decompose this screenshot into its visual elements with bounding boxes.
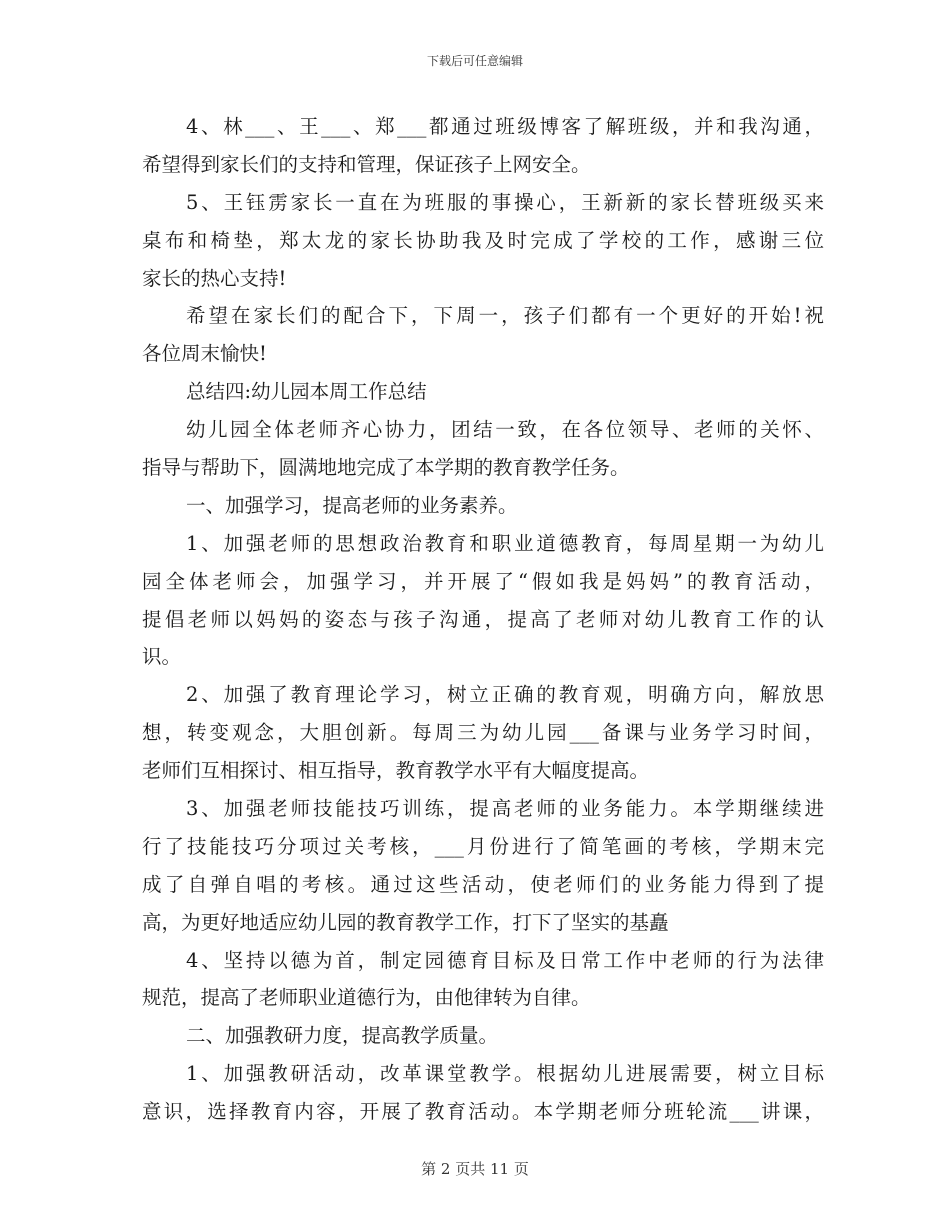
text-line: 希望得到家长们的支持和管理，保证孩子上网安全。 — [142, 152, 591, 176]
text-line: 园全体老师会，加强学习，并开展了“假如我是妈妈”的教育活动， — [142, 569, 824, 593]
text-line: 提倡老师以妈妈的姿态与孩子沟通，提高了老师对幼儿教育工作的认 — [142, 607, 824, 631]
text-line: 成了自弹自唱的考核。通过这些活动，使老师们的业务能力得到了提 — [142, 872, 824, 896]
text-line: 二、加强教研力度，提高教学质量。 — [186, 1024, 499, 1048]
document-body — [142, 108, 824, 1131]
text-line: 桌布和椅垫，郑太龙的家长协助我及时完成了学校的工作，感谢三位 — [142, 228, 824, 252]
text-line: 老师们互相探讨、相互指导，教育教学水平有大幅度提高。 — [142, 759, 650, 783]
page-footer: 第 2 页共 11 页 — [421, 1160, 529, 1178]
text-line: 2、加强了教育理论学习，树立正确的教育观，明确方向，解放思 — [186, 683, 824, 707]
page-header: 下载后可任意编辑 — [426, 54, 523, 68]
text-line: 4、林___、王___、郑___都通过班级博客了解班级，并和我沟通， — [186, 115, 824, 138]
text-line: 规范，提高了老师职业道德行为，由他律转为自律。 — [142, 986, 591, 1010]
text-line: 识。 — [142, 645, 182, 669]
text-line: 家长的热心支持! — [142, 266, 287, 290]
text-line: 高，为更好地适应幼儿园的教育教学工作，打下了坚实的基矗 — [142, 910, 669, 934]
text-line: 3、加强老师技能技巧训练，提高老师的业务能力。本学期继续进 — [186, 797, 824, 821]
text-line: 1、加强老师的思想政治教育和职业道德教育，每周星期一为幼儿 — [186, 531, 824, 555]
text-line: 行了技能技巧分项过关考核，___月份进行了简笔画的考核，学期末完 — [142, 834, 824, 858]
text-line: 指导与帮助下，圆满地地完成了本学期的教育教学任务。 — [142, 456, 630, 480]
text-line: 意识，选择教育内容，开展了教育活动。本学期老师分班轮流___讲课， — [142, 1100, 824, 1124]
text-line: 4、坚持以德为首，制定园德育目标及日常工作中老师的行为法律 — [186, 948, 824, 972]
text-line: 各位周末愉快! — [142, 342, 267, 366]
text-line: 5、王钰雳家长一直在为班服的事操心，王新新的家长替班级买来 — [186, 190, 824, 214]
text-line: 希望在家长们的配合下，下周一，孩子们都有一个更好的开始!祝 — [186, 304, 824, 328]
text-line: 总结四:幼儿园本周工作总结 — [186, 380, 427, 404]
text-line: 一、加强学习，提高老师的业务素养。 — [186, 493, 518, 517]
text-line: 1、加强教研活动，改革课堂教学。根据幼儿进展需要，树立目标 — [186, 1062, 824, 1086]
text-line: 想，转变观念，大胆创新。每周三为幼儿园___备课与业务学习时间， — [142, 721, 824, 745]
text-line: 幼儿园全体老师齐心协力，团结一致，在各位领导、老师的关怀、 — [186, 418, 824, 442]
